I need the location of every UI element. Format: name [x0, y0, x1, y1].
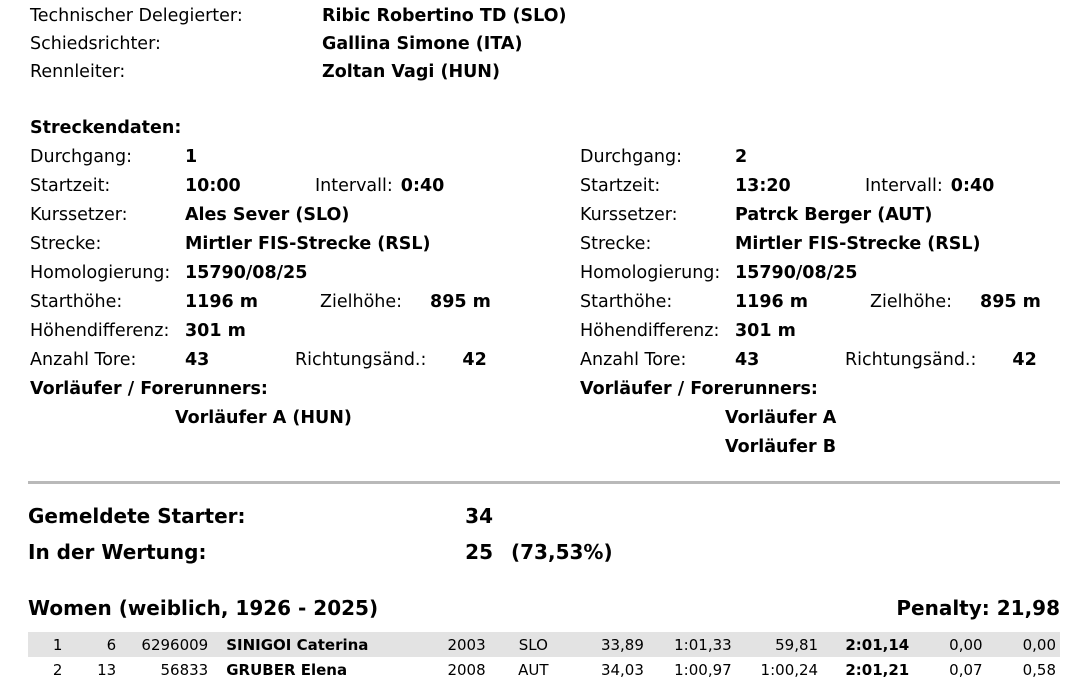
start-time-row — [30, 176, 570, 205]
course-name-row — [30, 234, 570, 263]
gates-label: Anzahl Tore: — [30, 350, 137, 370]
result-diff: 0,00 — [949, 635, 983, 654]
homologation-row — [580, 263, 1080, 292]
result-name: SINIGOI Caterina — [226, 635, 369, 654]
ranked-starters-label: In der Wertung: — [28, 540, 207, 564]
turning-gates-label: Richtungsänd.: — [295, 350, 427, 370]
homologation-label: Homologierung: — [30, 263, 171, 283]
official-row — [30, 34, 730, 62]
forerunners-label: Vorläufer / Forerunners: — [30, 379, 268, 399]
official-row — [30, 6, 730, 34]
result-year: 2008 — [447, 660, 486, 679]
course-name-value: Mirtler FIS-Strecke (RSL) — [185, 234, 431, 254]
ranked-starters-value: 25 — [465, 540, 493, 564]
gates-label: Anzahl Tore: — [580, 350, 687, 370]
result-run2: 59,81 — [775, 635, 819, 654]
result-points: 0,00 — [1022, 635, 1056, 654]
result-points: 0,58 — [1022, 660, 1056, 679]
course-setter-value: Patrck Berger (AUT) — [735, 205, 933, 225]
section-divider — [28, 481, 1060, 484]
vertical-drop-value: 301 m — [735, 321, 796, 341]
official-label: Rennleiter: — [30, 62, 126, 82]
altitude-row — [30, 292, 570, 321]
forerunner-entry: Vorläufer A — [725, 408, 837, 428]
registered-starters-row — [28, 504, 613, 540]
run-value: 2 — [735, 147, 748, 167]
gates-row — [580, 350, 1080, 379]
result-total: 2:01,21 — [845, 660, 910, 679]
gates-value: 43 — [185, 350, 210, 370]
result-nation: SLO — [518, 635, 548, 654]
category-heading — [28, 596, 1060, 620]
result-rank: 2 — [52, 660, 63, 679]
homologation-label: Homologierung: — [580, 263, 721, 283]
official-label: Technischer Delegierter: — [30, 6, 243, 26]
start-time-label: Startzeit: — [580, 176, 661, 196]
result-bib: 13 — [97, 660, 117, 679]
course-setter-label: Kurssetzer: — [580, 205, 678, 225]
result-bib: 6 — [106, 635, 117, 654]
official-value: Gallina Simone (ITA) — [322, 34, 523, 54]
officials-block — [30, 6, 730, 90]
official-value: Ribic Robertino TD (SLO) — [322, 6, 567, 26]
interval-value: 0:40 — [400, 176, 445, 196]
vertical-drop-row — [30, 321, 570, 350]
category-title: Women (weiblich, 1926 - 2025) — [28, 596, 379, 620]
start-time-value: 10:00 — [185, 176, 241, 196]
registered-starters-label: Gemeldete Starter: — [28, 504, 246, 528]
forerunners-label: Vorläufer / Forerunners: — [580, 379, 818, 399]
start-altitude-value: 1196 m — [735, 292, 809, 312]
start-time-value: 13:20 — [735, 176, 791, 196]
table-row[interactable] — [28, 632, 1060, 657]
altitude-row — [580, 292, 1080, 321]
result-run2: 1:00,24 — [760, 660, 819, 679]
finish-altitude-label: Zielhöhe: — [870, 292, 953, 312]
homologation-value: 15790/08/25 — [185, 263, 308, 283]
result-rank: 1 — [52, 635, 63, 654]
course-name-label: Strecke: — [580, 234, 652, 254]
official-value: Zoltan Vagi (HUN) — [322, 62, 500, 82]
result-split1: 33,89 — [600, 635, 644, 654]
result-nation: AUT — [518, 660, 549, 679]
gates-row — [30, 350, 570, 379]
start-time-label: Startzeit: — [30, 176, 111, 196]
homologation-row — [30, 263, 570, 292]
vertical-drop-row — [580, 321, 1080, 350]
result-code: 6296009 — [141, 635, 209, 654]
run-value: 1 — [185, 147, 198, 167]
result-total: 2:01,14 — [845, 635, 910, 654]
homologation-value: 15790/08/25 — [735, 263, 858, 283]
interval-label: Intervall: — [315, 176, 393, 196]
result-run1: 1:01,33 — [674, 635, 732, 654]
turning-gates-value: 42 — [462, 350, 487, 370]
forerunner-entry: Vorläufer B — [725, 437, 837, 457]
course-setter-label: Kurssetzer: — [30, 205, 128, 225]
finish-altitude-label: Zielhöhe: — [320, 292, 403, 312]
table-row[interactable] — [28, 657, 1060, 682]
run-number-row — [30, 147, 570, 176]
interval-value: 0:40 — [950, 176, 995, 196]
turning-gates-value: 42 — [1012, 350, 1037, 370]
start-altitude-label: Starthöhe: — [580, 292, 673, 312]
starter-totals — [28, 504, 613, 576]
official-label: Schiedsrichter: — [30, 34, 161, 54]
run-label: Durchgang: — [30, 147, 133, 167]
run-label: Durchgang: — [580, 147, 683, 167]
course-name-label: Strecke: — [30, 234, 102, 254]
penalty-value: Penalty: 21,98 — [896, 596, 1060, 620]
result-name: GRUBER Elena — [226, 660, 348, 679]
interval-label: Intervall: — [865, 176, 943, 196]
finish-altitude-value: 895 m — [430, 292, 491, 312]
run-number-row — [580, 147, 1080, 176]
result-code: 56833 — [160, 660, 209, 679]
result-year: 2003 — [447, 635, 486, 654]
ranked-starters-row — [28, 540, 613, 576]
vertical-drop-label: Höhendifferenz: — [580, 321, 720, 341]
result-diff: 0,07 — [949, 660, 983, 679]
course-column-run2 — [580, 147, 1080, 466]
finish-altitude-value: 895 m — [980, 292, 1041, 312]
official-row — [30, 62, 730, 90]
turning-gates-label: Richtungsänd.: — [845, 350, 977, 370]
forerunner-entry: Vorläufer A (HUN) — [175, 408, 352, 428]
start-altitude-value: 1196 m — [185, 292, 259, 312]
course-name-value: Mirtler FIS-Strecke (RSL) — [735, 234, 981, 254]
result-split1: 34,03 — [600, 660, 644, 679]
course-data-title: Streckendaten: — [30, 118, 182, 138]
ranked-starters-percent: (73,53%) — [511, 540, 613, 564]
start-time-row — [580, 176, 1080, 205]
start-altitude-label: Starthöhe: — [30, 292, 123, 312]
registered-starters-value: 34 — [465, 504, 493, 528]
course-setter-row — [30, 205, 570, 234]
course-setter-row — [580, 205, 1080, 234]
vertical-drop-value: 301 m — [185, 321, 246, 341]
vertical-drop-label: Höhendifferenz: — [30, 321, 170, 341]
gates-value: 43 — [735, 350, 760, 370]
course-column-run1 — [30, 147, 570, 437]
course-name-row — [580, 234, 1080, 263]
course-setter-value: Ales Sever (SLO) — [185, 205, 350, 225]
result-run1: 1:00,97 — [674, 660, 732, 679]
